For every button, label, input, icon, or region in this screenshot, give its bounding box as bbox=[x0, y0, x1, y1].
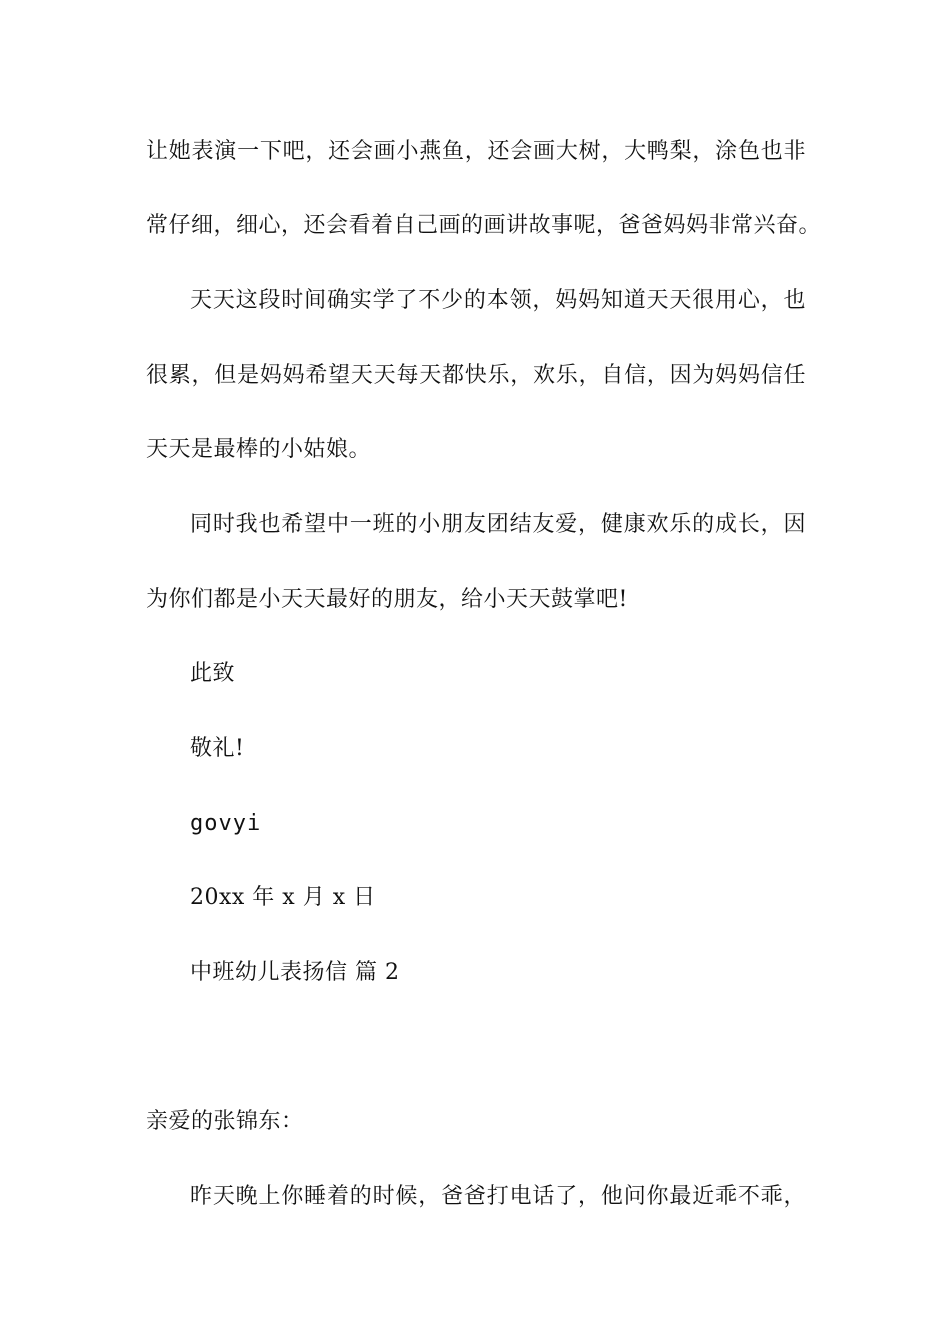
section-heading: 中班幼儿表扬信 篇 2 bbox=[190, 960, 400, 985]
letter-greeting: 亲爱的张锦东： bbox=[146, 1109, 304, 1134]
paragraph-line: 天天是最棒的小姑娘。 bbox=[146, 437, 372, 462]
closing-salutation: 此致 bbox=[190, 661, 236, 686]
paragraph-line: 昨天晚上你睡着的时候，爸爸打电话了，他问你最近乖不乖， bbox=[190, 1184, 806, 1209]
signature-name: govyi bbox=[190, 811, 262, 836]
paragraph-line: 同时我也希望中一班的小朋友团结友爱，健康欢乐的成长，因 bbox=[190, 512, 806, 537]
paragraph-line: 很累，但是妈妈希望天天每天都快乐，欢乐，自信，因为妈妈信任 bbox=[146, 363, 806, 388]
paragraph-line: 让她表演一下吧，还会画小燕鱼，还会画大树，大鸭梨，涂色也非 bbox=[146, 139, 806, 164]
letter-date: 20xx 年 x 月 x 日 bbox=[190, 885, 376, 910]
paragraph-line: 常仔细，细心，还会看着自己画的画讲故事呢，爸爸妈妈非常兴奋。 bbox=[146, 213, 822, 238]
paragraph-line: 为你们都是小天天最好的朋友，给小天天鼓掌吧! bbox=[146, 587, 628, 612]
closing-regards: 敬礼! bbox=[190, 736, 245, 761]
paragraph-line: 天天这段时间确实学了不少的本领，妈妈知道天天很用心，也 bbox=[190, 288, 806, 313]
